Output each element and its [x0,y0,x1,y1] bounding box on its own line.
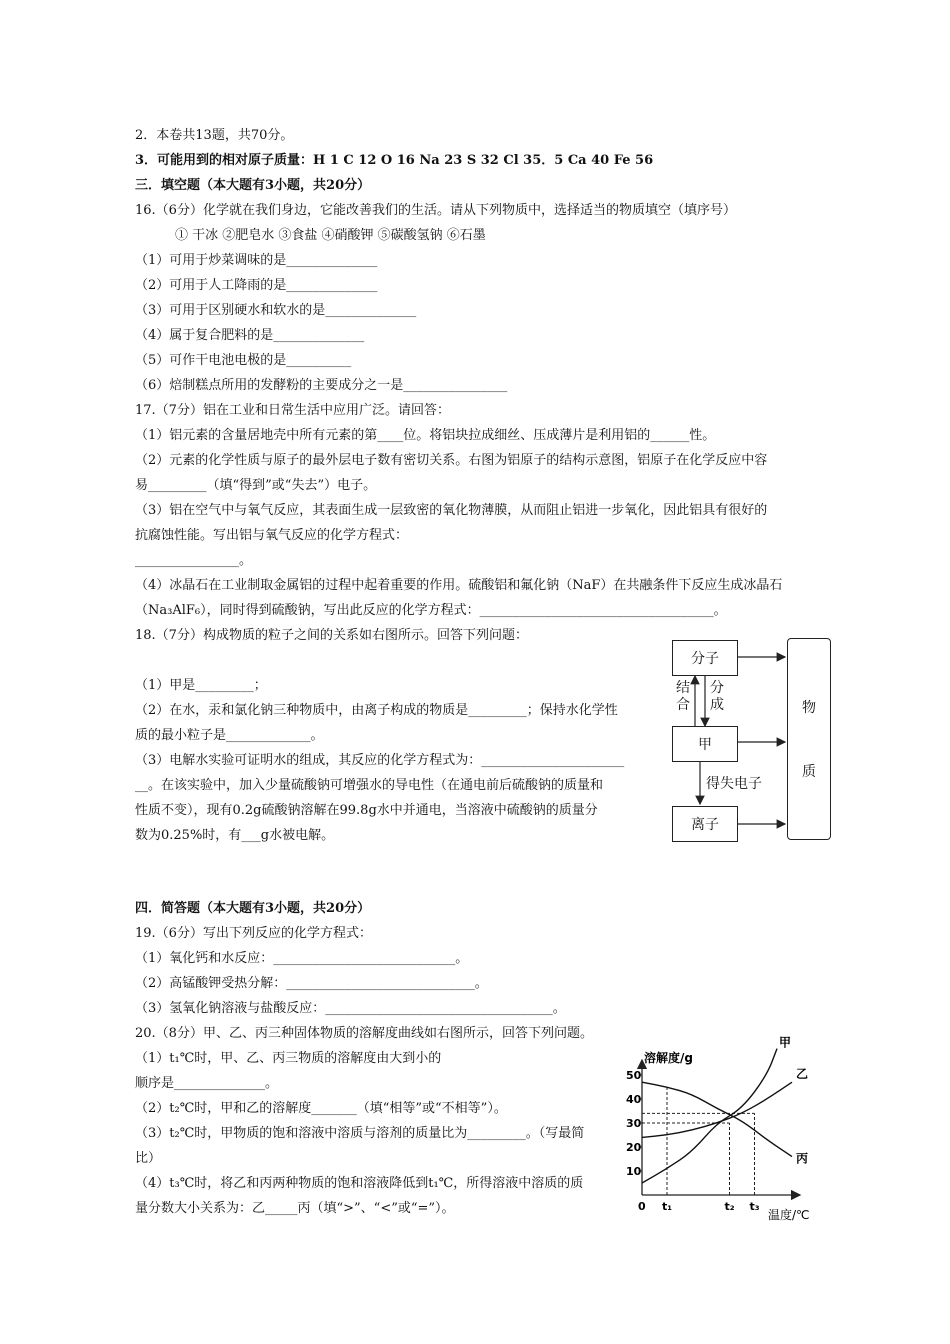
jia-box: 甲 [672,726,738,762]
q16-item-3: （3）可用于区别硬水和软水的是______________ [135,303,417,318]
particle-diagram [660,632,840,847]
x-tick-label: 0 [638,1200,646,1213]
split-label [710,680,726,714]
substance-char-2: 质 [802,764,816,780]
q18-line-6: 性质不变），现有0.2g硫酸钠溶解在99.8g水中并通电，当溶液中硫酸钠的质量分 [135,803,598,818]
q17-line-2: （2）元素的化学性质与原子的最外层电子数有密切关系。右图为铝原子的结构示意图，铝原子在化学反应中容 [135,453,768,468]
q20-line-5: 比） [135,1151,162,1166]
q17-line-3: 易_________（填“得到”或“失去”）电子。 [135,478,377,493]
q20-line-2: 顺序是______________。 [135,1076,279,1091]
combine-char-1: 结 [676,680,690,696]
q16-item-4: （4）属于复合肥料的是______________ [135,328,365,343]
q18-line-2: （2）在水，汞和氯化钠三种物质中，由离子构成的物质是_________；保持水化学性 [135,703,618,718]
q17-stem: 17.（7分）铝在工业和日常生活中应用广泛。请回答： [135,403,450,418]
q20-line-7: 量分数大小关系为：乙_____丙（填“>”、“<”或“=”）。 [135,1201,455,1216]
combine-char-2: 合 [676,697,690,713]
q17-line-7: （4）冰晶石在工业制取金属铝的过程中起着重要的作用。硫酸铝和氟化钠（NaF）在共融条件下反应生成冰晶石 [135,578,783,593]
y-tick-label: 10 [626,1165,642,1178]
q16-options: ① 干冰 ②肥皂水 ③食盐 ④硝酸钾 ⑤碳酸氢钠 ⑥石墨 [175,228,486,243]
series-label-2: 丙 [796,1151,809,1166]
substance-box [787,638,831,840]
split-char-2: 成 [710,697,724,713]
q18-line-5: __。在该实验中，加入少量硫酸钠可增强水的导电性（在通电前后硫酸钠的质量和 [135,778,604,793]
q18-line-7: 数为0.25%时，有___g水被电解。 [135,828,335,843]
q20-line-1: （1）t₁℃时，甲、乙、丙三物质的溶解度由大到小的 [135,1051,442,1066]
y-tick-label: 30 [626,1117,642,1130]
q17-line-6: ________________。 [135,553,253,568]
y-tick-label: 20 [626,1141,642,1154]
x-tick-label: t₃ [749,1200,760,1213]
q16-stem: 16.（6分）化学就在我们身边，它能改善我们的生活。请从下列物质中，选择适当的物质填空（填序号） [135,203,736,218]
note-3: 3．可能用到的相对原子质量：H 1 C 12 O 16 Na 23 S 32 Cl 35．5 Ca 40 Fe 56 [135,153,654,168]
x-axis-label: 温度/℃ [768,1208,810,1222]
q16-item-1: （1）可用于炒菜调味的是______________ [135,253,378,268]
y-tick-label: 40 [626,1093,642,1106]
series-line-2 [642,1082,792,1156]
substance-char-1: 物 [802,700,816,716]
q19-stem: 19.（6分）写出下列反应的化学方程式： [135,926,372,941]
section3-heading: 三．填空题（本大题有3小题，共20分） [135,178,371,193]
q17-line-1: （1）铝元素的含量居地壳中所有元素的第____位。将铝块拉成细丝、压成薄片是利用铝的______性。 [135,428,716,443]
q16-item-6: （6）焙制糕点所用的发酵粉的主要成分之一是________________ [135,378,508,393]
ion-box: 离子 [672,806,738,842]
series-line-0 [642,1049,777,1183]
q18-line-3: 质的最小粒子是_____________。 [135,728,324,743]
note-2: 2．本卷共13题，共70分。 [135,128,294,143]
q17-line-4: （3）铝在空气中与氧气反应，其表面生成一层致密的氧化物薄膜，从而阻止铝进一步氧化，因此铝具有很好的 [135,503,768,518]
q19-item-1: （1）氧化钙和水反应：____________________________。 [135,951,469,966]
section4-heading: 四．简答题（本大题有3小题，共20分） [135,901,371,916]
q17-line-8: （Na₃AlF₆），同时得到硫酸钠，写出此反应的化学方程式：____________________________________。 [135,603,727,618]
split-char-1: 分 [710,680,724,696]
series-label-1: 乙 [796,1067,809,1082]
x-tick-label: t₁ [662,1200,673,1213]
q18-stem: 18.（7分）构成物质的粒子之间的关系如右图所示。回答下列问题： [135,628,528,643]
molecule-box: 分子 [672,640,738,676]
q20-line-4: （3）t₂℃时，甲物质的饱和溶液中溶质与溶剂的质量比为_________。（写最简 [135,1126,585,1141]
q20-stem: 20.（8分）甲、乙、丙三种固体物质的溶解度曲线如右图所示，回答下列问题。 [135,1026,593,1041]
series-label-0: 甲 [779,1035,792,1050]
q19-item-2: （2）高锰酸钾受热分解：_____________________________。 [135,976,488,991]
q16-item-5: （5）可作干电池电极的是__________ [135,353,352,368]
q18-line-1: （1）甲是_________； [135,678,267,693]
electron-label: 得失电子 [706,776,762,792]
q20-line-6: （4）t₃℃时，将乙和丙两种物质的饱和溶液降低到t₁℃，所得溶液中溶质的质 [135,1176,584,1191]
x-tick-label: t₂ [724,1200,735,1213]
y-tick-label: 50 [626,1069,642,1082]
series-line-1 [642,1082,792,1137]
q17-line-5: 抗腐蚀性能。写出铝与氧气反应的化学方程式： [135,528,409,543]
q19-item-3: （3）氢氧化钠溶液与盐酸反应：___________________________________。 [135,1001,566,1016]
combine-label [676,680,692,714]
q16-item-2: （2）可用于人工降雨的是______________ [135,278,378,293]
q18-line-4: （3）电解水实验可证明水的组成，其反应的化学方程式为：______________________ [135,753,625,768]
solubility-chart [622,1035,822,1225]
y-axis-label: 溶解度/g [644,1051,693,1065]
q20-line-3: （2）t₂℃时，甲和乙的溶解度_______（填“相等”或“不相等”）。 [135,1101,507,1116]
